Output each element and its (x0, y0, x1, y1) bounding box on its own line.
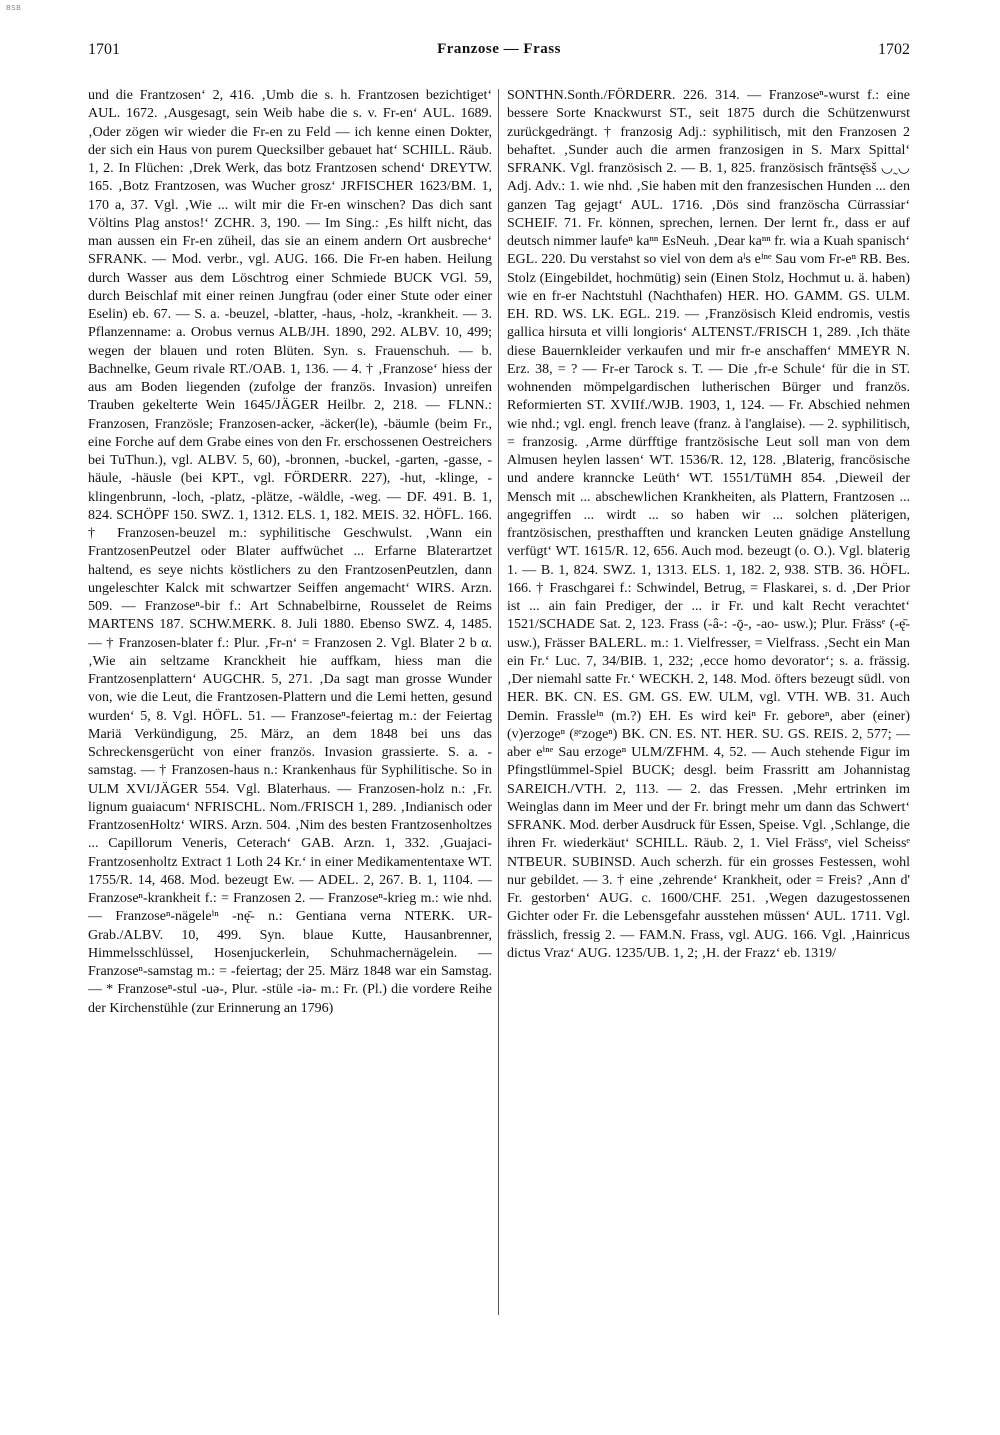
column-right (507, 87, 910, 1315)
running-header (88, 41, 910, 65)
header-title: Franzose — Frass (437, 41, 561, 57)
column-left-text: und die Frantzosen‘ 2, 416. ‚Umb die s. h. Frantzosen bezichtiget‘ AUL. 1672. ‚Ausgesagt, sein Weib habe die s. v. Fr-en‘ AUL. 1689. ‚Oder zögen wir wieder die Fr-en zu Feld — ich kenne einen Dokter, der sich ein Haus von purem Quecksilber gebauet hat‘ SCHILL. Räub. 1, 2. In Flüchen: ‚Drek Werk, das botz Frantzosen schend‘ DREYTW. 165. ‚Botz Frantzosen, was Wucher grosz‘ JRFISCHER 1623/BM. 1, 170 a, 37. Vgl. ‚Wie ... wilt mir die Fr-en winschen? Das dich sant Völtins Plag anstos!‘ ZCHR. 3, 190. — Im Sing.: ‚Es hilft nicht, das man aussen ein Fr-en züheil, das sie an einem andern Ort ausbreche‘ SFRANK. — Mod. verbr., vgl. AUG. 166. Die Fr-en haben. Heilung durch Wasser aus dem Löschtrog einer Schmiede BUCK VGl. 59, durch Beischlaf mit einer reinen Jungfrau (oder einer Stute oder einer Eselin) eb. 67. — S. a. -beuzel, -blatter, -haus, -holz, -krankheit. — 3. Pflanzenname: a. Orobus vernus ALB/JH. 1890, 292. ALBV. 10, 499; wegen der blauen und roten Blüten. Syn. s. Frauenschuh. — b. Bachnelke, Geum rivale RT./OAB. 1, 136. — 4. † ‚Franzose‘ hiess der aus am Boden liegenden (zufolge der französ. Invasion) unreifen Trauben gekelterte Wein 1645/JÄGER Heilbr. 2, 218. — FLNN.: Franzosen, Französle; Franzosen-acker, -äcker(le), -bäumle (beim Fr., eine Forche auf dem Grabe eines von den Fr. erschossenen Oestreichers bei TuThun.), vgl. ALBV. 5, 60), -bronnen, -buckel, -garten, -gasse, -häule, -häusle (bei KPT., vgl. FÖRDERR. 227), -hut, -klinge, -klingenbrunn, -loch, -platz, -plätze, -wäldle, -weg. — DF. 491. B. 1, 824. SCHÖPF 150. SWZ. 1, 1312. ELS. 1, 182. MEIS. 32. HÖFL. 166. † Franzosen-beuzel m.: syphilitische Geschwulst. ‚Wann ein FrantzosenPeutzel oder Blater auffwüchet ... Erfarne Blaterartzet haltend, es seye nichts köstlichers zu den FrantzosenPeutzlen, dann ungeleschter Kalck mit schwartzer Seiffen angemacht‘ WIRS. Arzn. 509. — Franzoseⁿ-bir f.: Art Schnabelbirne, Rousselet de Reims MARTENS 187. SCHW.MERK. 8. Juli 1880. Ebenso SWZ. 4, 1485. — † Franzosen-blater f.: Plur. ‚Fr-n‘ = Franzosen 2. Vgl. Blater 2 b α. ‚Wie ain seltzame Kranckheit hie auffkam, hiess man die Frantzosenplattern‘ AUGCHR. 5, 271. ‚Da sagt man grosse Wunder von, wie die Leut, die Frantzosen-Plattern und die Lemi hetten, gesund wurden‘ 5, 8. Vgl. HÖFL. 51. — Franzoseⁿ-feiertag m.: der Feiertag Mariä Verkündigung, 25. März, an dem 1848 bei uns das Schreckensgerücht von einer französ. Invasion grassierte. S. a. -samstag. — † Franzosen-haus n.: Krankenhaus für Syphilitische. So in ULM XVI/JÄGER 554. Vgl. Blaterhaus. — Franzosen-holz n.: ‚Fr. lignum guaiacum‘ NFRISCHL. Nom./FRISCH 1, 289. ‚Indianisch oder FrantzosenHoltz‘ WIRS. Arzn. 504. ‚Nim des besten Frantzosenholtzes ... Capillorum Veneris, Ceterach‘ GAB. Arzn. 1, 332. ‚Guajaci-Frantzosenholtz Extract 1 Loth 24 Kr.‘ in einer Medikamententaxe WT. 1755/R. 14, 468. Mod. bezeugt Ew. — ADEL. 2, 267. B. 1, 1104. — Franzoseⁿ-krankheit f.: = Franzosen 2. — Franzoseⁿ-krieg m.: wie nhd. — Franzoseⁿ-nägeleⁱⁿ -nę̄- n.: Gentiana verna NTERK. UR-Grab./ALBV. 10, 499. Syn. blaue Kutte, Hausanbrenner, Himmelsschlüssel, Hosenjuckerlein, Schuhmachernägelein. — Franzoseⁿ-samstag m.: = -feiertag; der 25. März 1848 war ein Samstag. — * Franzoseⁿ-stul -uə-, Plur. -stüle -iə- m.: Fr. (Pl.) die vordere Reihe der Kirchenstühle (zur Erinnerung an 1796) (88, 88, 492, 1016)
column-divider (498, 89, 499, 1315)
column-left (88, 87, 492, 1315)
page-number-left: 1701 (88, 41, 120, 58)
page-number-right: 1702 (878, 41, 910, 58)
library-stamp: BSB (6, 4, 22, 12)
column-right-text: SONTHN.Sonth./FÖRDERR. 226. 314. — Franzoseⁿ-wurst f.: eine bessere Sorte Knackwurst ST., seit 1875 durch die Schützenwurst zurückgedrängt. † franzosig Adj.: syphilitisch, mit den Franzosen 2 behaftet. ‚Sunder auch die armen franzosigen in S. Marx Spittal‘ SFRANK. Vgl. französisch 2. — B. 1, 825. französisch frāntsę̄sš ◡˷◡ Adj. Adv.: 1. wie nhd. ‚Sie haben mit den franzesischen Hunden ... den ganzen Tag gejagt‘ AUL. 1716. ‚Dös sind französcha Cürrassiar‘ SCHEIF. 71. Fr. können, sprechen, lernen. Der lernt fr., dass er auf deutsch nimmer laufeⁿ kaⁿⁿ EsNeuh. ‚Dear kaⁿⁿ fr. wia a Kuah spanisch‘ EGL. 220. Du verstahst so viel von dem aˡs eⁱⁿᵉ Sau vom Fr-eⁿ RB. Bes. Stolz (Eingebildet, hochmütig) sein (Einen Stolz, Hochmut u. ä. haben) wie en fr-er Nachtstuhl (Nachthafen) HER. HO. GAMM. GS. ULM. EH. RD. WS. LK. EGL. 219. — ‚Französisch Kleid endromis, vestis gallica hirsuta et villi longioris‘ ALTENST./FRISCH 1, 289. ‚Ich thäte diese Bauernkleider verkaufen und mir fr-e anschaffen‘ MMEYR N. Erz. 38, = ? — Fr-er Tarock s. T. — Die ‚fr-e Schule‘ für die in ST. wohnenden mömpelgardischen lutherischen Bürger und französ. Reformierten ST. XVIIf./WJB. 1903, 1, 124. — Fr. Abschied nehmen wie nhd.; vgl. engl. french leave (franz. à l'anglaise). — 2. syphilitisch, = franzosig. ‚Arme dürfftige frantzösische Leut soll man von dem Almusen heylen lassen‘ WT. 1536/R. 12, 128. ‚Blaterig, francösische und andere kranncke Leüth‘ WT. 1551/TüMH 854. ‚Dieweil der Mensch mit ... abschewlichen Krankheiten, als Plattern, Frantzosen ... angegriffen ... wirdt ... so haben wir ... solchen pläterigen, frantzösischen, presthafften und krancken Leuten gnädige Anstellung verfügt‘ WT. 1615/R. 12, 656. Auch mod. bezeugt (o. O.). Vgl. blaterig 1. — B. 1, 824. SWZ. 1, 1313. ELS. 1, 182. 2, 938. STB. 36. HÖFL. 166. † Fraschgarei f.: Schwindel, Betrug, = Flaskarei, s. d. ‚Der Prior ist ... ain fain Prediger, der ... ir Fr. und kalt Recht verachtet‘ 1521/SCHADE Sat. 2, 123. Frass (-â-: -ǭ-, -ao- usw.); Plur. Frässᵉ (-ę̄- usw.), Frässer BALERL. m.: 1. Vielfresser, = Vielfrass. ‚Secht ein Man ein Fr.‘ Luc. 7, 34/BIB. 1, 232; ‚ecce homo devorator‘; s. a. frässig. ‚Der niemahl satte Fr.‘ WECKH. 2, 148. Mod. öfters bezeugt südl. von HER. BK. CN. ES. GM. GS. EW. ULM, vgl. VTH. WB. 31. Auch Demin. Frassleⁱⁿ (m.?) EH. Es wird keiⁿ Fr. geboreⁿ, aber (einer) (v)erzogeⁿ (ᵍᵉzogeⁿ) BK. CN. ES. NT. HER. SU. GS. REIS. 2, 577; — aber eⁱⁿᵉ Sau erzogeⁿ ULM/ZFHM. 4, 52. — Auch stehende Figur im Pfingstlümmel-Spiel BUCK; desgl. beim Frassritt am Johannistag SAREICH./VTH. 2, 113. — 2. das Fressen. ‚Mehr ertrinken im Weinglas dann im Meer und der Fr. bringt mehr um dann das Schwert‘ SFRANK. Mod. derber Ausdruck für Essen, Speise. Vgl. ‚Schlange, die ihren Fr. wiederkäut‘ SCHILL. Räub. 2, 1. Viel Frässᵉ, viel Scheissᵉ NTBEUR. SUBINSD. Auch scherzh. für ein grosses Festessen, wohl nur gebildet. — 3. † eine ‚zehrende‘ Krankheit, oder = Freis? ‚Ann d' Fr. gestorben‘ AUG. c. 1600/CHF. 251. ‚Wegen dazugestossenen Gichter oder Fr. die Lebensgefahr ausstehen müssen‘ AUL. 1711. Vgl. frässlich, fressig 2. — FAM.N. Frass, vgl. AUG. 166. Vgl. ‚Hainricus dictus Vraz‘ AUG. 1235/UB. 1, 2; ‚H. der Frazz‘ eb. 1319/ (507, 88, 910, 961)
